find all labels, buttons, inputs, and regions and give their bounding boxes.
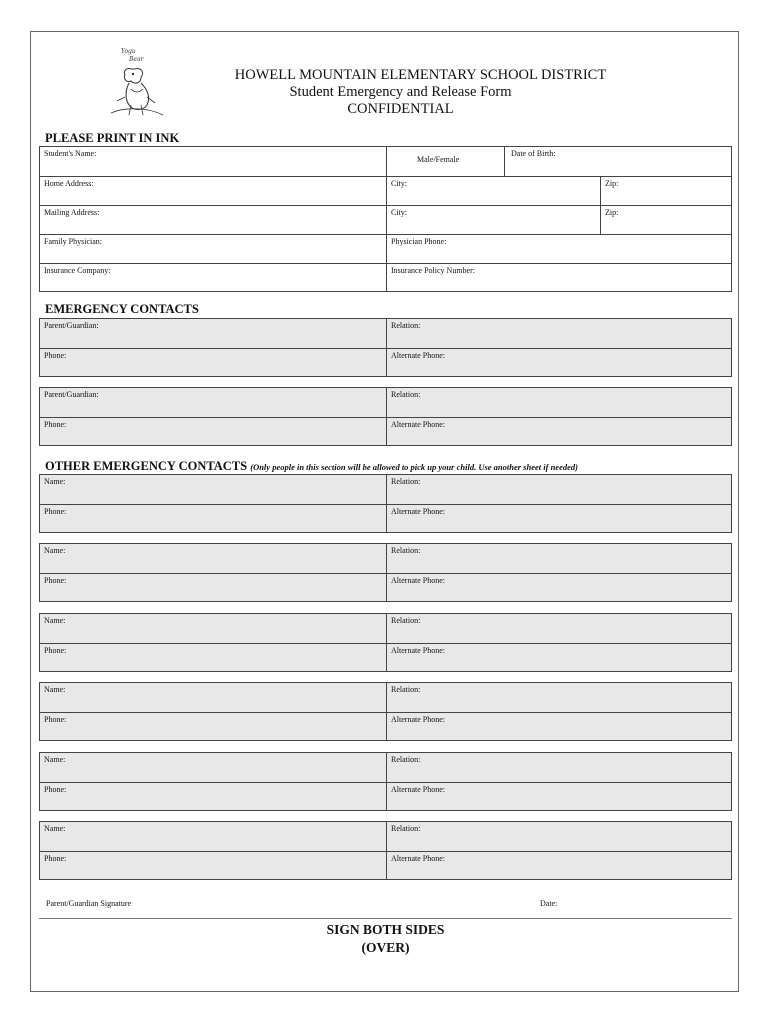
phone-field[interactable] (40, 505, 386, 532)
relation-field[interactable] (386, 319, 733, 348)
other-contact-6 (39, 821, 732, 880)
field-label: Relation: (391, 755, 421, 764)
alternate-phone-field[interactable] (386, 574, 733, 601)
table-row (40, 712, 731, 740)
dob-field[interactable] (504, 147, 733, 176)
relation-field[interactable] (386, 683, 733, 712)
alternate-phone-field[interactable] (386, 783, 733, 810)
field-label: Alternate Phone: (391, 854, 445, 863)
phone-field[interactable] (40, 783, 386, 810)
field-label: Zip: (605, 179, 619, 188)
table-row (40, 782, 731, 810)
table-row (40, 643, 731, 671)
alternate-phone-field[interactable] (386, 505, 733, 532)
district-name: HOWELL MOUNTAIN ELEMENTARY SCHOOL DISTRICT (234, 67, 607, 83)
table-row (40, 147, 731, 176)
field-label: Date of Birth: (511, 149, 556, 158)
field-label: City: (391, 179, 408, 188)
field-label: Relation: (391, 616, 421, 625)
field-label: Parent/Guardian: (44, 321, 99, 330)
emergency-contact-1 (39, 318, 732, 377)
field-label: Name: (44, 616, 66, 625)
table-row (40, 176, 731, 205)
other-contact-2 (39, 543, 732, 602)
insurance-company-field[interactable] (40, 264, 386, 291)
policy-number-field[interactable] (386, 264, 733, 291)
table-row (40, 319, 731, 348)
other-contact-4 (39, 682, 732, 741)
field-label: Alternate Phone: (391, 715, 445, 724)
table-row (40, 504, 731, 532)
pickup-note: (Only people in this section will be allowed to pick up your child. Use another sheet if needed) (250, 462, 578, 472)
phone-field[interactable] (40, 574, 386, 601)
field-label: Relation: (391, 824, 421, 833)
relation-field[interactable] (386, 544, 733, 573)
relation-field[interactable] (386, 753, 733, 782)
table-row (40, 388, 731, 417)
field-label: Phone: (44, 420, 67, 429)
phone-field[interactable] (40, 644, 386, 671)
field-label: Alternate Phone: (391, 420, 445, 429)
field-label: Alternate Phone: (391, 507, 445, 516)
other-contact-1 (39, 474, 732, 533)
field-label: Relation: (391, 685, 421, 694)
table-row (40, 475, 731, 504)
field-label: Male/Female (417, 155, 460, 164)
other-contact-3 (39, 613, 732, 672)
field-label: Relation: (391, 390, 421, 399)
field-label: Phone: (44, 715, 67, 724)
phone-field[interactable] (40, 418, 386, 445)
table-row (40, 205, 731, 234)
svg-text:Bear: Bear (129, 56, 144, 63)
field-label: Name: (44, 755, 66, 764)
table-row (40, 234, 731, 263)
section-heading-emergency-contacts: EMERGENCY CONTACTS (45, 302, 199, 316)
contact-name-field[interactable] (40, 822, 386, 851)
field-label: Phone: (44, 507, 67, 516)
alternate-phone-field[interactable] (386, 852, 733, 879)
mailing-zip-field[interactable] (600, 206, 733, 234)
field-label: Name: (44, 477, 66, 486)
home-zip-field[interactable] (600, 177, 733, 205)
svg-text:Yogu: Yogu (121, 48, 136, 55)
form-page (30, 31, 739, 992)
field-label: Alternate Phone: (391, 576, 445, 585)
relation-field[interactable] (386, 614, 733, 643)
heading-text: OTHER EMERGENCY CONTACTS (45, 459, 248, 473)
field-label: Relation: (391, 321, 421, 330)
table-row (40, 573, 731, 601)
family-physician-field[interactable] (40, 235, 386, 263)
contact-name-field[interactable] (40, 683, 386, 712)
student-info-table (39, 146, 732, 292)
signature-label: Parent/Guardian Signature (46, 899, 132, 908)
field-label: Phone: (44, 854, 67, 863)
relation-field[interactable] (386, 388, 733, 417)
field-label: Parent/Guardian: (44, 390, 99, 399)
field-label: Alternate Phone: (391, 646, 445, 655)
other-contact-5 (39, 752, 732, 811)
home-address-field[interactable] (40, 177, 386, 205)
contact-name-field[interactable] (40, 544, 386, 573)
relation-field[interactable] (386, 822, 733, 851)
field-label: Insurance Policy Number: (391, 266, 475, 275)
field-label: Name: (44, 546, 66, 555)
field-label: Alternate Phone: (391, 351, 445, 360)
field-label: Mailing Address: (44, 208, 100, 217)
table-row (40, 263, 731, 291)
alternate-phone-field[interactable] (386, 644, 733, 671)
field-label: Phone: (44, 576, 67, 585)
field-label: Relation: (391, 546, 421, 555)
alternate-phone-field[interactable] (386, 418, 733, 445)
field-label: Phone: (44, 351, 67, 360)
phone-field[interactable] (40, 852, 386, 879)
field-label: Student's Name: (44, 149, 97, 158)
relation-field[interactable] (386, 475, 733, 504)
field-label: Physician Phone: (391, 237, 447, 246)
table-row (40, 614, 731, 643)
field-label: Alternate Phone: (391, 785, 445, 794)
phone-field[interactable] (40, 713, 386, 740)
section-heading-print-in-ink: PLEASE PRINT IN INK (45, 131, 180, 145)
table-row (40, 417, 731, 445)
field-label: City: (391, 208, 408, 217)
table-row (40, 753, 731, 782)
table-row (40, 348, 731, 376)
guardian-name-field[interactable] (40, 388, 386, 417)
field-label: Relation: (391, 477, 421, 486)
emergency-contact-2 (39, 387, 732, 446)
form-title: Student Emergency and Release Form (289, 84, 512, 100)
contact-name-field[interactable] (40, 753, 386, 782)
section-heading-other-contacts (45, 460, 578, 474)
field-label: Name: (44, 824, 66, 833)
signature-line[interactable] (39, 918, 732, 919)
alternate-phone-field[interactable] (386, 713, 733, 740)
table-row (40, 851, 731, 879)
contact-name-field[interactable] (40, 475, 386, 504)
home-city-field[interactable] (386, 177, 600, 205)
gender-field[interactable] (386, 147, 504, 176)
phone-field[interactable] (40, 349, 386, 376)
table-row (40, 544, 731, 573)
field-label: Name: (44, 685, 66, 694)
table-row (40, 822, 731, 851)
physician-phone-field[interactable] (386, 235, 733, 263)
field-label: Zip: (605, 208, 619, 217)
alternate-phone-field[interactable] (386, 349, 733, 376)
student-name-field[interactable] (40, 147, 386, 176)
mailing-address-field[interactable] (40, 206, 386, 234)
date-label: Date: (540, 899, 558, 908)
field-label: Insurance Company: (44, 266, 111, 275)
table-row (40, 683, 731, 712)
field-label: Home Address: (44, 179, 94, 188)
field-label: Phone: (44, 646, 67, 655)
confidential-label: CONFIDENTIAL (347, 101, 454, 117)
contact-name-field[interactable] (40, 614, 386, 643)
over-label: (OVER) (361, 940, 410, 955)
sign-both-sides: SIGN BOTH SIDES (326, 922, 445, 937)
mailing-city-field[interactable] (386, 206, 600, 234)
field-label: Family Physician: (44, 237, 102, 246)
field-label: Phone: (44, 785, 67, 794)
guardian-name-field[interactable] (40, 319, 386, 348)
